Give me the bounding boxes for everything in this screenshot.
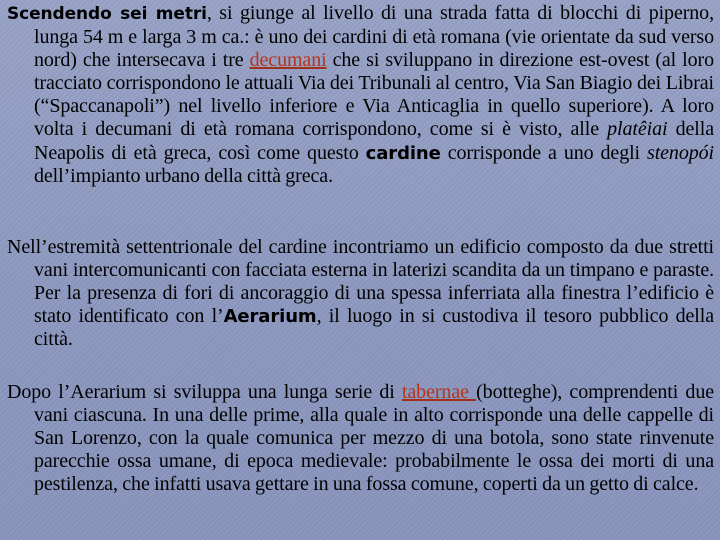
paragraph-aerarium [6, 236, 714, 351]
text-segment: Dopo l’Aerarium si sviluppa una lunga serie di [7, 381, 402, 403]
aerarium-term: Aerarium [223, 306, 317, 328]
text-segment: Nell’estremità settentrionale del cardine incontriamo un edificio composto da due stretti vani intercomunicanti con facciata esterna in laterizi scandita da un timpano e paraste. Per la presenza di fori di ancoraggio di una spessa inferriata alla finestra l’edificio è stato identificato con l’ [7, 236, 714, 328]
paragraph-cardine [6, 2, 714, 188]
text-segment: (botteghe), comprendenti due vani ciascuna. In una delle prime, alla quale in alto corrisponde una delle cappelle di San Lorenzo, con la quale comunica per mezzo di una botola, sono state rinvenute parecchie ossa umane, di epoca medievale: probabilmente le ossa dei morti di una pestilenza, che infatti usava gettare in una fossa comune, coperti da un getto di calce. [34, 381, 714, 496]
text-segment: dell’impianto urbano della città greca. [34, 164, 333, 187]
tabernae-link[interactable]: tabernae [401, 381, 477, 403]
lead-phrase: Scendendo sei metri [7, 4, 207, 24]
text-segment: che si sviluppano in direzione est-ovest (al loro tracciato corrispondono le attuali Via dei Tribunali al centro, Via San Biagio dei Librai (“Spaccanapoli”) nel livello inferiore e Via Anticaglia in quello superiore). A loro volta i decumani di età romana corrispondono, come si è visto, alle [34, 49, 715, 141]
decumani-link[interactable]: decumani [249, 49, 327, 72]
stenopoi-term: stenopói [647, 141, 714, 164]
paragraph-tabernae [6, 381, 714, 496]
text-segment: , si giunge al livello di una strada fatta di blocchi di piperno, lunga 54 m e larga 3 m ca.: è uno dei cardini di età romana (vie orientate da sud verso nord) che intersecava i tre [34, 2, 714, 72]
text-segment: corrisponde a uno degli [440, 141, 648, 164]
cardine-term: cardine [365, 142, 441, 164]
text-segment: della Neapolis di età greca, così come questo [34, 118, 714, 164]
text-segment: , il luogo in si custodiva il tesoro pubblico della città. [34, 305, 714, 351]
plateiai-term: platêiai [607, 118, 668, 141]
